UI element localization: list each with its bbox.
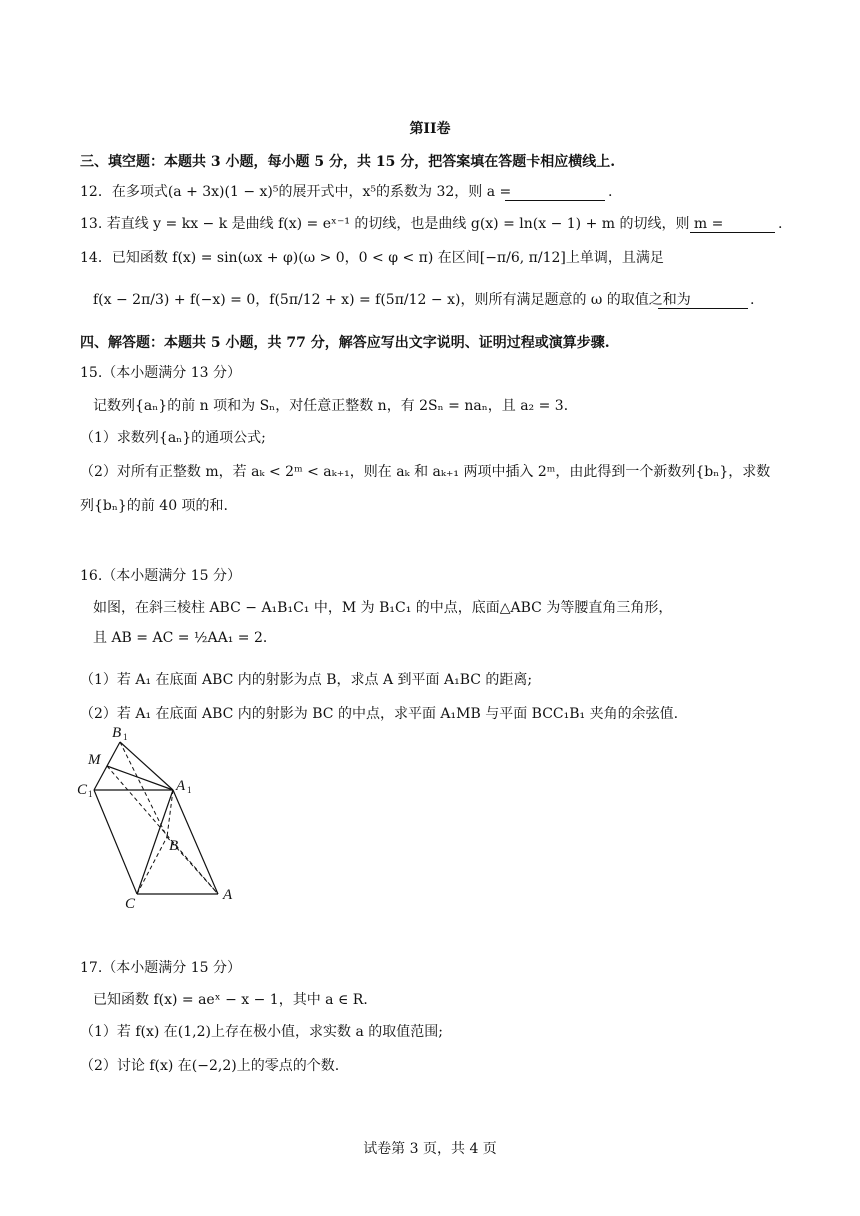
question-13: 13. 若直线 y = kx − k 是曲线 f(x) = eˣ⁻¹ 的切线，也是曲线 g(x) = ln(x − 1) + m 的切线，则 m = <box>80 216 724 232</box>
answer-blank-12[interactable] <box>505 200 605 201</box>
label-c1-sub: 1 <box>88 789 93 799</box>
q17-part1: （1）若 f(x) 在(1,2)上存在极小值，求实数 a 的取值范围; <box>80 1024 443 1040</box>
q17-part2: （2）讨论 f(x) 在(−2,2)上的零点的个数. <box>80 1058 340 1074</box>
segment-a1-c <box>137 790 173 894</box>
page-footer: 试卷第 3 页，共 4 页 <box>363 1141 497 1157</box>
label-a: A <box>223 887 233 903</box>
q17-title: 17.（本小题满分 15 分） <box>80 960 241 976</box>
period-13: . <box>778 216 783 232</box>
q16-stem-line2: 且 AB = AC = ½AA₁ = 2． <box>93 630 277 646</box>
prism-figure <box>70 722 260 912</box>
volume-title: 第II卷 <box>409 121 451 137</box>
label-m: M <box>88 752 101 768</box>
edge-b1-a1 <box>120 742 173 790</box>
label-c1: C <box>77 782 88 798</box>
section4-heading: 四、解答题：本题共 5 小题，共 77 分，解答应写出文字说明、证明过程或演算步骤. <box>80 335 610 351</box>
edge-a1-a <box>173 790 218 894</box>
edge-c1-c <box>94 790 137 894</box>
q15-stem: 记数列{aₙ}的前 n 项和为 Sₙ，对任意正整数 n，有 2Sₙ = naₙ，且 a₂ = 3． <box>93 398 578 414</box>
period-12: . <box>608 184 613 200</box>
period-14: . <box>750 292 755 308</box>
answer-blank-13[interactable] <box>690 232 775 233</box>
q17-stem: 已知函数 f(x) = aeˣ − x − 1，其中 a ∈ R． <box>93 992 378 1008</box>
q15-part2-line1: （2）对所有正整数 m，若 aₖ < 2ᵐ < aₖ₊₁，则在 aₖ 和 aₖ₊₁ 两项中插入 2ᵐ，由此得到一个新数列{bₙ}，求数 <box>80 464 771 480</box>
label-a1-sub: 1 <box>187 785 192 795</box>
q15-part2-line2: 列{bₙ}的前 40 项的和. <box>80 498 228 514</box>
q16-stem-line1: 如图，在斜三棱柱 ABC − A₁B₁C₁ 中，M 为 B₁C₁ 的中点，底面△ABC 为等腰直角三角形， <box>93 600 673 616</box>
question-14-line1: 14．已知函数 f(x) = sin(ωx + φ)(ω > 0，0 < φ < π) 在区间[−π/6, π/12]上单调，且满足 <box>80 250 664 266</box>
label-a1: A <box>176 778 186 794</box>
edge-c-b-hidden <box>137 837 167 894</box>
section3-heading: 三、填空题：本题共 3 小题，每小题 5 分，共 15 分，把答案填在答题卡相应横线上. <box>80 154 616 170</box>
label-b: B <box>169 838 179 854</box>
label-c: C <box>125 896 136 912</box>
label-b1-sub: 1 <box>123 732 128 742</box>
answer-blank-14[interactable] <box>658 308 748 309</box>
q16-part1: （1）若 A₁ 在底面 ABC 内的射影为点 B，求点 A 到平面 A₁BC 的距离; <box>80 672 533 688</box>
q15-title: 15.（本小题满分 13 分） <box>80 365 241 381</box>
q16-part2: （2）若 A₁ 在底面 ABC 内的射影为 BC 的中点，求平面 A₁MB 与平面 BCC₁B₁ 夹角的余弦值. <box>80 706 679 722</box>
question-14-line2: f(x − 2π/3) + f(−x) = 0，f(5π/12 + x) = f(5π/12 − x)，则所有满足题意的 ω 的取值之和为 <box>93 292 691 308</box>
q16-title: 16.（本小题满分 15 分） <box>80 568 241 584</box>
question-12: 12．在多项式(a + 3x)(1 − x)⁵的展开式中，x⁵的系数为 32，则 a = <box>80 184 512 200</box>
q15-part1: （1）求数列{aₙ}的通项公式; <box>80 430 266 446</box>
label-b1: B <box>112 725 122 741</box>
